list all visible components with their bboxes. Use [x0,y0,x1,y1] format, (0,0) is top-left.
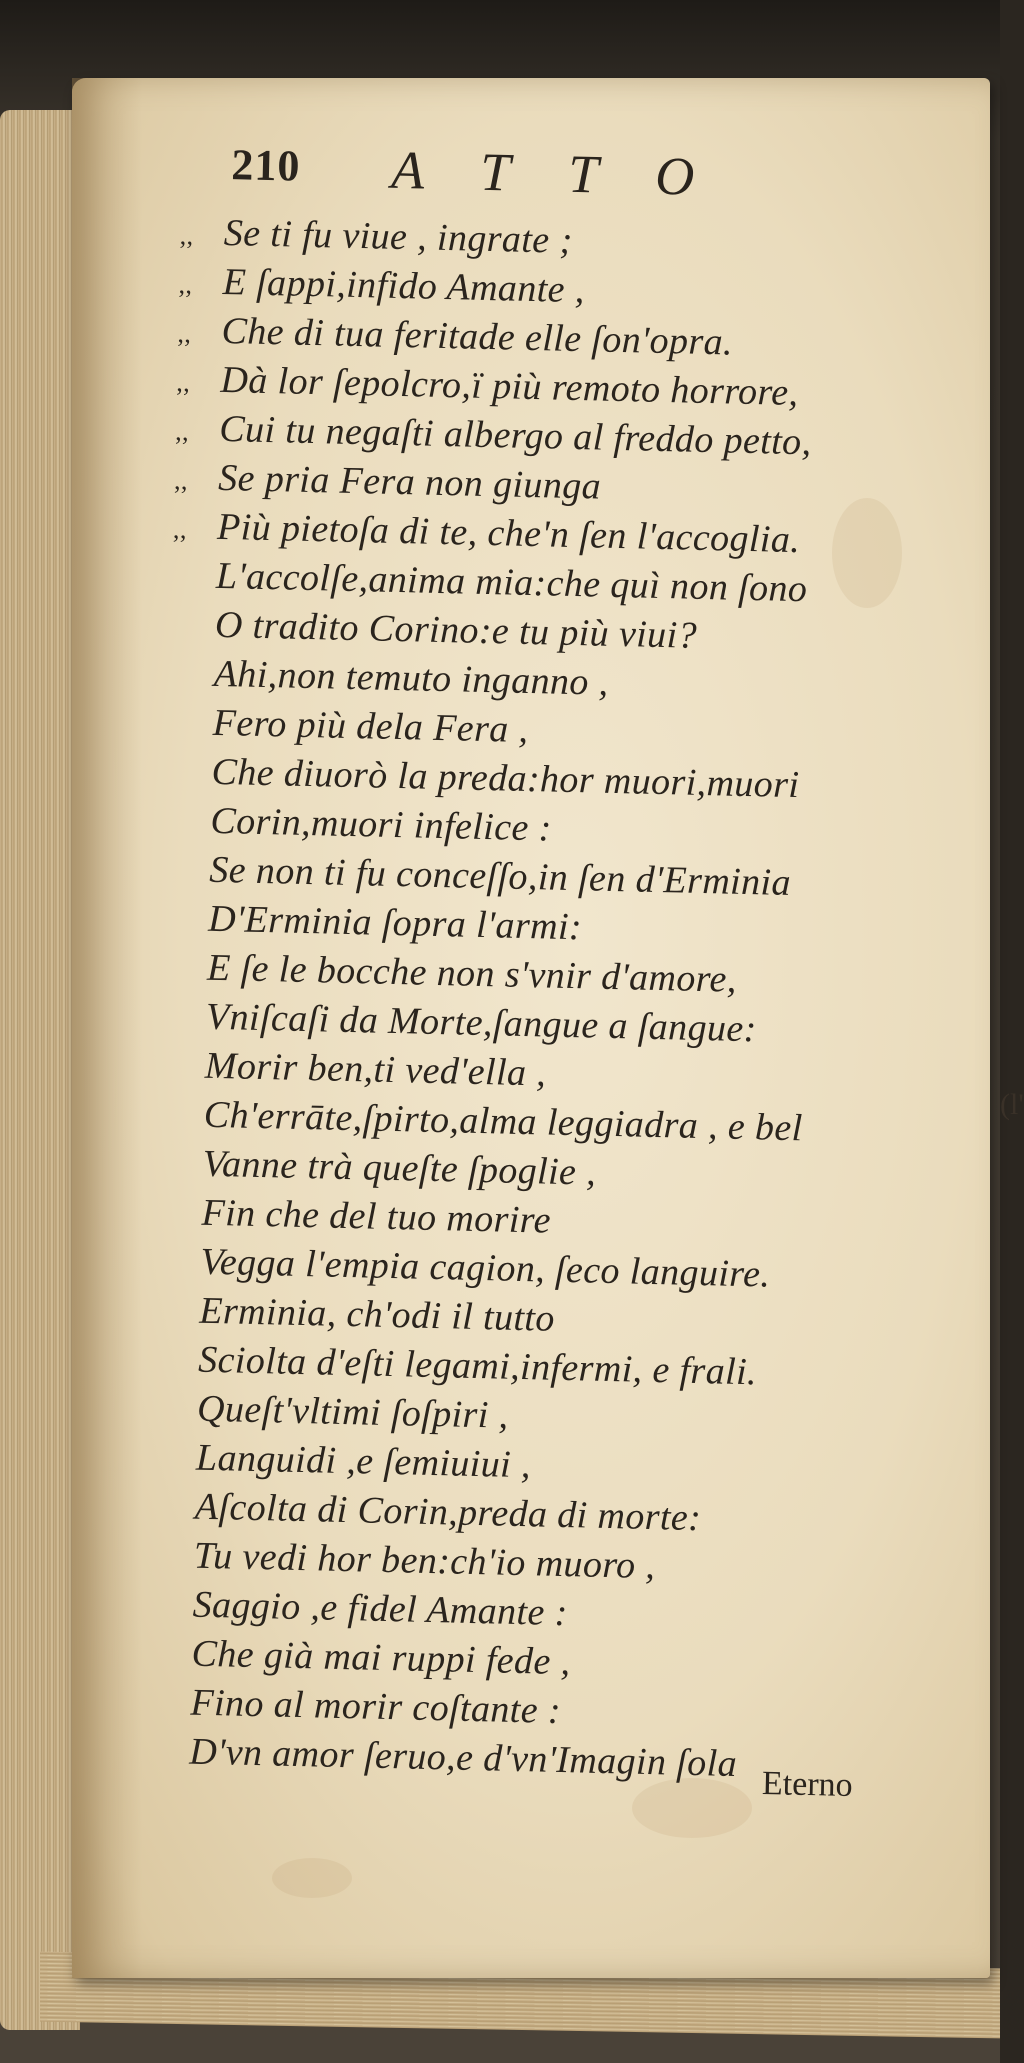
verse-lines [145,208,980,1794]
verse-text: Se non ti fu conceſſo,in ſen d'Erminia [208,848,792,905]
verse-text: L'accolſe,anima mia:che quì non ſono [215,554,808,611]
verse-text: Se pria Fera non giunga [217,456,602,508]
verse-text: Sciolta d'eſti legami,infermi, e frali. [197,1338,758,1394]
verse-text: Tu vedi hor ben:ch'io muoro , [193,1534,656,1588]
open-book [0,70,1024,2063]
text-block [145,138,982,1794]
verse-text: Languidi ,e ſemiuiui , [195,1436,532,1487]
verse-text: Fero più dela Fera , [212,701,529,752]
verse-text: D'Erminia ſopra l'armi: [207,897,583,949]
verse-text: Vniſcaſi da Morte,ſangue a ſangue: [205,995,758,1051]
quotation-mark: ,, [177,318,192,349]
verse-text: Ahi,non temuto inganno , [213,652,610,704]
paper-stain [272,1858,352,1898]
verse-text: Che di tua feritade elle ſon'opra. [221,309,734,364]
verse-text: Vanne trà queſte ſpoglie , [202,1142,597,1194]
catchword: Eterno [761,1764,854,1805]
verse-text: Saggio ,e fidel Amante : [192,1583,569,1635]
verse-text: Ch'errāte,ſpirto,alma leggiadra , e bel [203,1093,804,1150]
spine-shadow [72,78,142,1978]
verse-text: Più pietoſa di te, che'n ſen l'accoglia. [216,505,801,562]
quotation-mark: ,, [176,367,191,398]
verse-text: O tradito Corino:e tu più viui? [214,603,698,657]
page-number: 210 [230,140,301,191]
quotation-mark: ,, [179,220,194,251]
verse-text: Cui tu negaſti albergo al freddo petto, [218,407,812,464]
quotation-mark: ,, [173,465,189,496]
verse-text: D'vn amor ſeruo,e d'vn'Imagin ſola [188,1730,738,1786]
verse-text: Corin,muori infelice : [210,799,553,850]
verse-text: E ſappi,infido Amante , [222,260,586,312]
verse-text: Erminia, ch'odi il tutto [198,1289,556,1340]
page-edges-left [0,110,80,2030]
verse-text: Morir ben,ti ved'ella , [204,1044,547,1095]
verse-text: Fino al morir coſtante : [190,1681,562,1732]
verse-text: Aſcolta di Corin,preda di morte: [194,1485,702,1540]
verse-text: Che già mai ruppi fede , [191,1632,572,1684]
verse-text: Se ti fu viue , ingrate ; [223,211,574,262]
margin-mark: (l' [1000,1088,1024,1121]
verse-text: Dà lor ſepolcro,ï più remoto horrore, [220,358,799,415]
verse-text: Che diuorò la preda:hor muori,muori [211,750,800,807]
verse-text: Queſt'vltimi ſoſpiri , [196,1387,509,1437]
verse-text: E ſe le bocche non s'vnir d'amore, [206,946,738,1001]
verse-text: Fin che del tuo morire [201,1191,552,1242]
quotation-mark: ,, [175,416,190,447]
quotation-mark: ,, [178,269,193,300]
book-page [72,78,1024,1978]
verse-text: Vegga l'empia cagion, ſeco languire. [200,1240,771,1296]
running-head: ATTO [390,139,753,208]
quotation-mark: ,, [172,514,188,545]
